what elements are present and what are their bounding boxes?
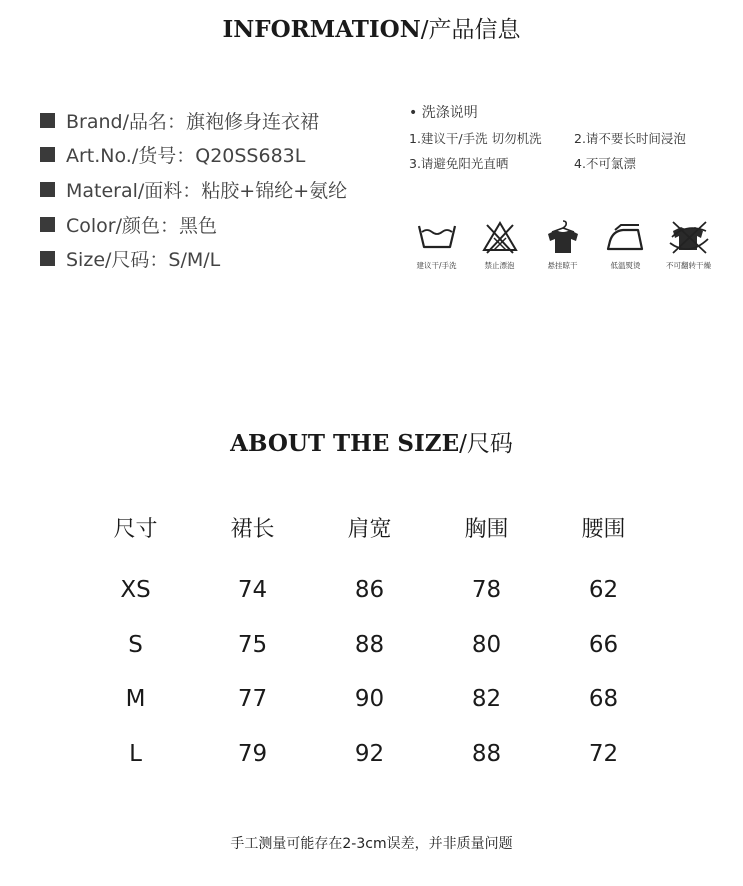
spec-size (40, 241, 347, 276)
table-cell: 79 (237, 740, 268, 767)
care-item-hang-dry (531, 217, 594, 271)
care-label: 建议干/手洗 (416, 261, 457, 270)
table-cell: 88 (471, 740, 502, 767)
information-title-cn: /产品信息 (420, 17, 521, 43)
table-cell: S (128, 631, 143, 658)
square-bullet (40, 147, 55, 162)
no-tumble-dry-icon (666, 217, 712, 257)
square-bullet (40, 182, 55, 197)
table-cell: 86 (354, 577, 385, 604)
product-spec-list (40, 103, 347, 276)
header-length: 裙长 (230, 516, 275, 542)
size-table-header (77, 502, 662, 552)
table-cell: M (125, 686, 146, 713)
table-cell: 68 (588, 686, 619, 713)
header-shoulder: 肩宽 (347, 516, 392, 542)
spec-size-text: Size/尺码：S/M/L (66, 249, 221, 272)
information-title (0, 11, 743, 44)
table-cell: XS (120, 577, 151, 604)
washing-instructions (409, 103, 729, 172)
table-cell: 88 (354, 631, 385, 658)
table-row (77, 552, 662, 618)
hang-dry-icon (540, 217, 586, 257)
care-label: 禁止漂泡 (484, 261, 515, 270)
table-cell: 66 (588, 631, 619, 658)
table-cell: 77 (237, 686, 268, 713)
no-bleach-icon (477, 217, 523, 257)
spec-material (40, 172, 347, 207)
care-icons (405, 217, 720, 271)
care-label: 不可翻转干燥 (666, 261, 711, 270)
care-item-no-tumble-dry (657, 217, 720, 271)
spec-article-text: Art.No./货号：Q20SS683L (66, 145, 306, 168)
spec-article-number (40, 138, 347, 173)
table-cell: L (129, 740, 142, 767)
spec-color-text: Color/颜色：黑色 (66, 214, 218, 237)
table-cell: 74 (237, 577, 268, 604)
table-cell: 80 (471, 631, 502, 658)
table-cell: 72 (588, 740, 619, 767)
header-waist: 腰围 (581, 516, 626, 542)
table-cell: 90 (354, 686, 385, 713)
washing-note: 1.建议干/手洗 切勿机洗 (409, 131, 542, 146)
table-cell: 92 (354, 740, 385, 767)
table-cell: 62 (588, 577, 619, 604)
table-cell: 78 (471, 577, 502, 604)
washing-note: 4.不可氯漂 (574, 156, 636, 171)
size-title-cn: /尺码 (459, 431, 513, 457)
spec-color (40, 207, 347, 242)
washing-notes (409, 129, 729, 172)
care-item-iron (594, 217, 657, 271)
header-size: 尺寸 (113, 516, 158, 542)
spec-brand (40, 103, 347, 138)
table-cell: 75 (237, 631, 268, 658)
size-table (77, 502, 662, 781)
size-title-en: ABOUT THE SIZE (230, 430, 460, 457)
care-item-no-bleach (468, 217, 531, 271)
square-bullet (40, 217, 55, 232)
spec-brand-text: Brand/品名：旗袍修身连衣裙 (66, 110, 319, 133)
wash-tub-icon (414, 217, 460, 257)
spec-material-text: Materal/面料：粘胶+锦纶+氨纶 (66, 179, 348, 202)
table-row (77, 672, 662, 727)
iron-icon (603, 217, 649, 257)
washing-note: 3.请避免阳光直晒 (409, 156, 509, 171)
table-row (77, 618, 662, 673)
washing-title: • 洗涤说明 (409, 105, 478, 121)
care-label: 悬挂晾干 (547, 261, 578, 270)
care-item-wash (405, 217, 468, 271)
size-section-title (0, 425, 743, 458)
information-title-en: INFORMATION (222, 16, 421, 43)
table-row (77, 727, 662, 782)
care-label: 低温熨烫 (610, 261, 641, 270)
table-cell: 82 (471, 686, 502, 713)
square-bullet (40, 251, 55, 266)
measurement-footnote: 手工测量可能存在2-3cm误差，并非质量问题 (230, 836, 513, 852)
header-bust: 胸围 (464, 516, 509, 542)
washing-note: 2.请不要长时间浸泡 (574, 131, 686, 146)
square-bullet (40, 113, 55, 128)
